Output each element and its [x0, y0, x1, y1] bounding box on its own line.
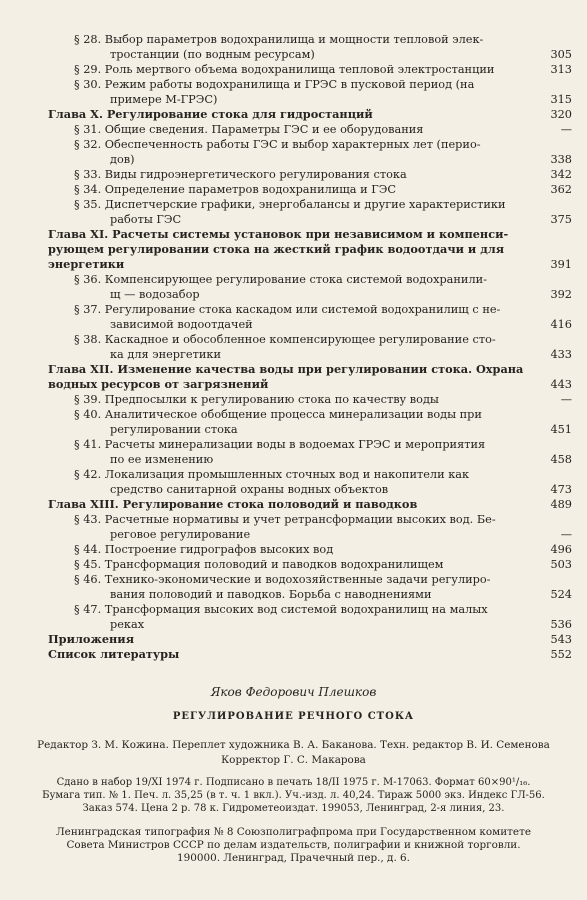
toc-entry: [48, 137, 572, 152]
toc-page-number: 458: [550, 453, 572, 466]
toc-page-number: 320: [550, 108, 572, 121]
toc-page-number: 313: [550, 63, 572, 76]
toc-page-number: 305: [550, 48, 572, 61]
press-line-2: Совета Министров СССР по делам издательств, полиграфии и книжной торговли.: [66, 839, 521, 851]
toc-entry: [48, 557, 572, 572]
toc-entry-text: § 30. Режим работы водохранилища и ГРЭС в пусковой период (на: [74, 78, 475, 91]
toc-page-number: —: [560, 123, 572, 136]
toc-entry-text: § 36. Компенсирующее регулирование стока системой водохранили-: [74, 273, 487, 286]
toc-page-number: 433: [550, 348, 572, 361]
toc-entry: [48, 317, 572, 332]
toc-entry: [48, 227, 572, 242]
toc-entry-text: § 40. Аналитическое обобщение процесса минерализации воды при: [74, 408, 482, 421]
toc-entry: [48, 107, 572, 122]
toc-entry: [48, 602, 572, 617]
toc-entry-text: § 29. Роль мертвого объема водохранилища тепловой электростанции: [74, 63, 495, 76]
toc-entry-text: ка для энергетики: [110, 348, 221, 361]
toc-entry-text: Список литературы: [48, 647, 180, 661]
press-line-3: 190000. Ленинград, Прачечный пер., д. 6.: [177, 852, 410, 864]
toc-entry-text: § 28. Выбор параметров водохранилища и мощности тепловой элек-: [74, 33, 484, 46]
toc-entry-text: Приложения: [48, 632, 135, 646]
toc-page-number: 392: [550, 288, 572, 301]
toc-entry: [48, 452, 572, 467]
toc-entry: [48, 497, 572, 512]
toc-entry-text: реговое регулирование: [110, 528, 251, 541]
toc-page-number: —: [560, 528, 572, 541]
corrector-line: Корректор Г. С. Макарова: [221, 754, 366, 766]
toc-entry: [48, 242, 572, 257]
toc-entry: [48, 257, 572, 272]
toc-entry: [48, 392, 572, 407]
toc-entry: [48, 47, 572, 62]
toc-entry: [48, 77, 572, 92]
toc-entry-text: § 35. Диспетчерские графики, энергобалансы и другие характеристики: [74, 198, 506, 211]
toc-entry: [48, 527, 572, 542]
toc-entry-text: Глава X. Регулирование стока для гидростанций: [48, 107, 373, 121]
toc-entry: [48, 302, 572, 317]
toc-entry-text: тростанции (по водным ресурсам): [110, 48, 315, 61]
toc-page-number: 342: [550, 168, 572, 181]
toc-entry-text: § 41. Расчеты минерализации воды в водоемах ГРЭС и мероприятия: [74, 438, 486, 451]
table-of-contents: [48, 32, 572, 662]
toc-entry-text: реках: [110, 618, 145, 631]
book-title: РЕГУЛИРОВАНИЕ РЕЧНОГО СТОКА: [172, 711, 415, 722]
toc-entry: [48, 332, 572, 347]
toc-entry: [48, 437, 572, 452]
toc-entry-text: § 31. Общие сведения. Параметры ГЭС и ее оборудования: [74, 123, 424, 136]
print-details-2: Бумага тип. № 1. Печ. л. 35,25 (в т. ч. 1 вкл.). Уч.-изд. л. 40,24. Тираж 5000 экз. Индекс ГЛ-56.: [42, 790, 545, 801]
toc-entry-text: регулировании стока: [110, 423, 238, 436]
toc-entry-text: вания половодий и паводков. Борьба с наводнениями: [110, 588, 432, 601]
toc-entry: [48, 482, 572, 497]
press-line-1: Ленинградская типография № 8 Союзполиграфпрома при Государственном комитете: [56, 826, 531, 838]
toc-entry: [48, 572, 572, 587]
toc-entry: [48, 272, 572, 287]
toc-entry: [48, 197, 572, 212]
toc-entry-text: § 39. Предпосылки к регулированию стока по качеству воды: [74, 393, 439, 406]
toc-page-number: 503: [550, 558, 572, 571]
toc-entry: [48, 512, 572, 527]
toc-entry-text: Глава XII. Изменение качества воды при регулировании стока. Охрана: [48, 362, 524, 376]
toc-entry: [48, 542, 572, 557]
print-details-3: Заказ 574. Цена 2 р. 78 к. Гидрометеоиздат. 199053, Ленинград, 2-я линия, 23.: [82, 803, 505, 814]
toc-entry: [48, 407, 572, 422]
toc-entry-text: § 45. Трансформация половодий и паводков водохранилищем: [74, 558, 444, 571]
toc-entry: [48, 62, 572, 77]
toc-entry-text: энергетики: [48, 257, 125, 271]
toc-entry: [48, 347, 572, 362]
toc-entry: [48, 362, 572, 377]
editors-line: Редактор З. М. Кожина. Переплет художника В. А. Баканова. Техн. редактор В. И. Семенова: [37, 739, 550, 751]
toc-entry: [48, 122, 572, 137]
toc-page-number: 451: [550, 423, 572, 436]
toc-entry: [48, 632, 572, 647]
toc-entry-text: Глава XIII. Регулирование стока половодий и паводков: [48, 497, 418, 511]
toc-entry-text: § 47. Трансформация высоких вод системой водохранилищ на малых: [74, 603, 488, 616]
toc-entry-text: § 33. Виды гидроэнергетического регулирования стока: [74, 168, 407, 181]
toc-entry: [48, 92, 572, 107]
toc-page-number: 552: [550, 648, 572, 661]
toc-entry-text: § 42. Локализация промышленных сточных вод и накопители как: [74, 468, 470, 481]
toc-entry-text: дов): [110, 153, 135, 166]
toc-entry: [48, 287, 572, 302]
toc-page-number: 338: [550, 153, 572, 166]
toc-entry-text: § 37. Регулирование стока каскадом или системой водохранилищ с не-: [74, 303, 501, 316]
toc-entry-text: § 44. Построение гидрографов высоких вод: [74, 543, 334, 556]
toc-entry-text: примере М-ГРЭС): [110, 93, 218, 106]
toc-page-number: 391: [550, 258, 572, 271]
toc-page-number: —: [560, 393, 572, 406]
toc-page-number: 315: [550, 93, 572, 106]
toc-entry-text: зависимой водоотдачей: [110, 318, 253, 331]
toc-page-number: 443: [550, 378, 572, 391]
toc-entry-text: § 38. Каскадное и обособленное компенсирующее регулирование сто-: [74, 333, 496, 346]
author-name: Яков Федорович Плешков: [210, 685, 377, 699]
toc-entry: [48, 422, 572, 437]
toc-page-number: 543: [550, 633, 572, 646]
toc-entry-text: Глава XI. Расчеты системы установок при независимом и компенси-: [48, 227, 509, 241]
toc-entry-text: щ — водозабор: [110, 288, 200, 301]
toc-entry-text: § 43. Расчетные нормативы и учет ретрансформации высоких вод. Бе-: [74, 513, 496, 526]
toc-page-number: 496: [550, 543, 572, 556]
toc-entry: [48, 152, 572, 167]
toc-entry-text: средство санитарной охраны водных объектов: [110, 483, 389, 496]
toc-page-number: 489: [550, 498, 572, 511]
toc-entry-text: рующем регулировании стока на жесткий график водоотдачи и для: [48, 242, 505, 256]
toc-entry: [48, 212, 572, 227]
toc-entry: [48, 467, 572, 482]
toc-page-number: 375: [550, 213, 572, 226]
toc-entry: [48, 167, 572, 182]
toc-page-number: 416: [550, 318, 572, 331]
toc-entry-text: § 46. Технико-экономические и водохозяйственные задачи регулиро-: [74, 573, 491, 586]
toc-entry-text: водных ресурсов от загрязнений: [48, 377, 269, 391]
toc-entry-text: § 34. Определение параметров водохранилища и ГЭС: [74, 183, 397, 196]
toc-entry: [48, 617, 572, 632]
print-details-1: Сдано в набор 19/XI 1974 г. Подписано в печать 18/II 1975 г. М-17063. Формат 60×90¹/₁₆.: [56, 777, 531, 788]
toc-entry-text: § 32. Обеспеченность работы ГЭС и выбор характерных лет (перио-: [74, 138, 481, 151]
toc-page-number: 536: [550, 618, 572, 631]
toc-entry-text: по ее изменению: [110, 453, 214, 466]
toc-page-number: 362: [550, 183, 572, 196]
toc-page-number: 473: [550, 483, 572, 496]
toc-entry: [48, 587, 572, 602]
toc-page-number: 524: [550, 588, 572, 601]
toc-entry: [48, 377, 572, 392]
toc-entry: [48, 182, 572, 197]
toc-entry: [48, 647, 572, 662]
toc-entry: [48, 32, 572, 47]
toc-entry-text: работы ГЭС: [110, 213, 182, 226]
